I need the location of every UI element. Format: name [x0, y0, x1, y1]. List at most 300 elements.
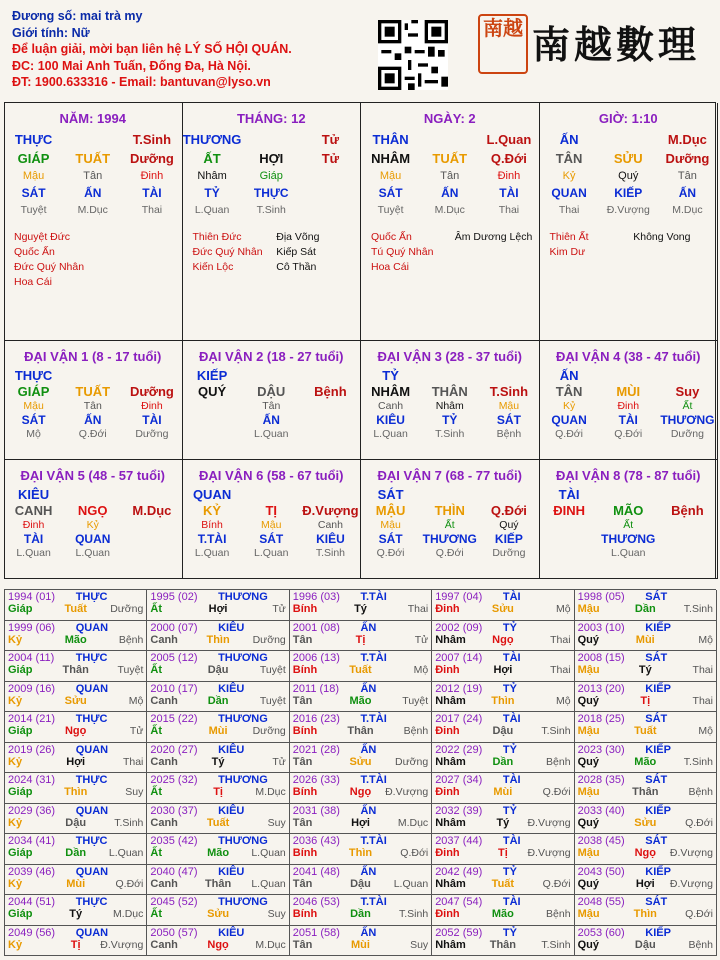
year-bottom: [575, 725, 716, 737]
year-cell[interactable]: [575, 743, 717, 774]
year-bottom: [432, 878, 573, 890]
year-chi: Sửu: [491, 603, 514, 615]
year-cell[interactable]: [290, 804, 432, 835]
dai-van-text: THƯƠNG: [660, 413, 715, 427]
pillar-text: Thai: [498, 204, 520, 216]
pillar-text: ẤT: [203, 151, 221, 166]
dai-van-text: Nhâm: [435, 400, 464, 412]
year-top: [432, 712, 573, 725]
year-chi: Tị: [213, 786, 223, 798]
dai-van-text: MÙI: [616, 384, 641, 399]
star-name: Hoa Cái: [14, 276, 52, 288]
year-top: [432, 590, 573, 603]
year-top: [147, 743, 288, 756]
year-state: Bệnh: [688, 938, 713, 951]
year-cell[interactable]: [147, 651, 289, 682]
year-chi: Tý: [211, 755, 225, 768]
year-cell[interactable]: [432, 834, 574, 865]
year-can: Nhâm: [435, 938, 466, 951]
dai-van-text: Dưỡng: [670, 428, 704, 440]
year-cell[interactable]: [290, 834, 432, 865]
dai-van-text: [183, 400, 242, 412]
year-cell[interactable]: [575, 773, 717, 804]
pillar-cell: [361, 103, 540, 341]
contact-line-3[interactable]: ĐT: 1900.633316 - Email: bantuvan@lyso.vn: [12, 75, 271, 89]
year-cell[interactable]: [147, 834, 289, 865]
year-bottom: [432, 756, 573, 768]
pillar-text: Tân: [440, 170, 460, 182]
year-label: 2024 (31): [8, 774, 56, 786]
year-state: Tuyệt: [402, 694, 429, 707]
year-god: TÀI: [502, 652, 521, 664]
year-cell[interactable]: [290, 621, 432, 652]
year-god: TÀI: [502, 591, 521, 603]
pillar-cell: [540, 103, 719, 341]
dai-van-text: Bệnh: [671, 503, 704, 518]
year-chi: Mão: [349, 694, 372, 707]
year-can: Bính: [292, 908, 318, 920]
year-bottom: [5, 817, 146, 829]
dai-van-text: [242, 487, 301, 502]
year-state: Bệnh: [118, 633, 144, 646]
year-label: 2044 (51): [8, 896, 56, 908]
year-can: Quý: [577, 877, 599, 890]
year-state: Suy: [267, 816, 286, 829]
year-cell[interactable]: [147, 926, 289, 957]
year-cell[interactable]: [147, 682, 289, 713]
dai-van-text: Quý: [499, 519, 519, 531]
dai-van-title: ĐẠI VẬN 3 (28 - 37 tuổi): [377, 349, 522, 364]
year-god: TÀI: [502, 835, 521, 847]
year-cell[interactable]: [290, 895, 432, 926]
year-label: 2046 (53): [292, 896, 340, 908]
pillar-text: T.Sinh: [256, 204, 286, 216]
qr-code-icon[interactable]: [378, 20, 448, 90]
year-god: THỰC: [75, 591, 108, 603]
year-god: KIẾP: [645, 804, 671, 817]
year-label: 2053 (60): [577, 926, 625, 939]
year-cell[interactable]: [432, 651, 574, 682]
year-bottom: [147, 908, 288, 920]
year-cell[interactable]: [5, 590, 147, 621]
dai-van-cell: [183, 460, 362, 579]
year-state: Tử: [414, 633, 429, 646]
year-can: Đinh: [435, 725, 460, 737]
year-cell[interactable]: [290, 712, 432, 743]
year-bottom: [5, 847, 146, 859]
year-label: 2045 (52): [150, 896, 198, 908]
year-label: 2047 (54): [435, 896, 483, 908]
year-top: [5, 743, 146, 756]
dai-van-text: [122, 487, 181, 502]
year-state: L.Quan: [251, 847, 286, 859]
dai-van-text: Bính: [201, 519, 223, 531]
dai-van-text: Q.Đới: [555, 428, 584, 440]
year-can: Tân: [292, 938, 313, 951]
year-god: ẤN: [360, 682, 377, 695]
pillar-text: [301, 204, 360, 216]
year-top: [147, 895, 288, 908]
year-cell[interactable]: [432, 926, 574, 957]
year-can: Giáp: [8, 847, 33, 859]
year-top: [5, 682, 146, 695]
dai-van-text: [420, 368, 479, 383]
dai-van-text: Canh: [317, 519, 343, 531]
year-cell[interactable]: [147, 621, 289, 652]
year-cell[interactable]: [432, 682, 574, 713]
dai-van-text: Q.Đới: [78, 428, 107, 440]
year-label: 2011 (18): [292, 682, 340, 695]
year-chi: Thìn: [491, 694, 515, 707]
year-god: KIÊU: [218, 926, 245, 939]
pillar-text: NHÂM: [371, 151, 411, 166]
dai-van-text: Đinh: [22, 519, 45, 531]
year-state: Tử: [272, 603, 286, 615]
year-state: M.Dục: [397, 816, 429, 829]
year-top: [290, 621, 431, 634]
year-label: 2005 (12): [150, 652, 198, 664]
dai-van-text: Mậu: [498, 400, 520, 412]
year-god: TỶ: [502, 926, 517, 939]
pillar-text: [63, 132, 122, 147]
year-cell[interactable]: [5, 804, 147, 835]
year-cell[interactable]: [432, 590, 574, 621]
year-label: 2026 (33): [292, 774, 340, 786]
year-chi: Tý: [69, 908, 83, 920]
year-state: Đ.Vượng: [100, 938, 144, 951]
pillar-text: HỢI: [259, 151, 284, 166]
year-cell[interactable]: [5, 865, 147, 896]
year-top: [575, 743, 716, 756]
year-cell[interactable]: [432, 804, 574, 835]
year-god: SÁT: [645, 835, 668, 847]
dai-van-text: [658, 547, 717, 559]
dai-van-grid: [183, 487, 361, 559]
star-row: [550, 230, 718, 245]
year-top: [147, 773, 288, 786]
year-cell[interactable]: [5, 773, 147, 804]
year-label: 2022 (29): [435, 743, 483, 756]
year-cell[interactable]: [5, 651, 147, 682]
year-cell[interactable]: [575, 804, 717, 835]
year-bottom: [147, 695, 288, 707]
year-can: Nhâm: [435, 877, 466, 890]
year-can: Ất: [150, 908, 162, 920]
dai-van-text: SÁT: [377, 487, 404, 502]
year-chi: Dậu: [65, 816, 87, 829]
year-god: KIẾP: [645, 926, 671, 939]
year-top: [290, 743, 431, 756]
year-state: T.Sinh: [398, 908, 429, 920]
year-can: Mậu: [577, 786, 600, 798]
year-cell[interactable]: [432, 712, 574, 743]
brand-logo: 南越數理: [532, 22, 701, 67]
year-cell[interactable]: [575, 651, 717, 682]
year-bottom: [432, 847, 573, 859]
star-row: [550, 245, 718, 260]
pillar-title: NĂM: 1994: [59, 111, 126, 126]
year-cell[interactable]: [5, 926, 147, 957]
year-cell[interactable]: [432, 895, 574, 926]
dai-van-text: THÂN: [431, 384, 468, 399]
year-bottom: [290, 695, 431, 707]
year-state: T.Sinh: [683, 603, 713, 615]
year-state: Q.Đới: [685, 816, 713, 829]
year-cell[interactable]: [575, 682, 717, 713]
year-cell[interactable]: [290, 926, 432, 957]
year-bottom: [5, 725, 146, 737]
year-god: QUAN: [75, 926, 109, 939]
year-cell[interactable]: [575, 834, 717, 865]
year-can: Quý: [577, 816, 599, 829]
year-cell[interactable]: [575, 895, 717, 926]
year-cell[interactable]: [575, 621, 717, 652]
dai-van-text: Bệnh: [314, 384, 347, 399]
year-chi: Mùi: [635, 633, 655, 646]
year-top: [290, 651, 431, 664]
pillar-stars: [361, 230, 539, 275]
year-bottom: [147, 603, 288, 615]
year-chi: Tuất: [206, 816, 230, 829]
year-label: 2031 (38): [292, 804, 340, 817]
year-label: 2028 (35): [577, 774, 625, 786]
year-top: [432, 621, 573, 634]
year-cell[interactable]: [147, 865, 289, 896]
pillar-text: M.Dục: [77, 204, 108, 216]
year-chi: Dần: [207, 694, 229, 707]
dai-van-text: KIÊU: [18, 487, 50, 502]
star-name: Quốc Ấn: [14, 246, 55, 258]
year-can: Đinh: [435, 786, 460, 798]
dai-van-text: THỰC: [14, 368, 53, 383]
dai-van-text: [301, 413, 360, 427]
year-can: Bính: [292, 603, 318, 615]
year-god: KIÊU: [218, 865, 245, 878]
pillar-text: Dưỡng: [129, 151, 174, 166]
pillar-text: TUẤT: [75, 151, 111, 166]
year-label: 2003 (10): [577, 621, 625, 634]
pillar-grid: [540, 132, 718, 216]
pillar-text: [420, 132, 479, 147]
star-row: [193, 260, 361, 275]
year-can: Canh: [150, 938, 178, 951]
year-label: 2050 (57): [150, 926, 198, 939]
year-cell[interactable]: [5, 712, 147, 743]
year-cell[interactable]: [5, 743, 147, 774]
year-cell[interactable]: [147, 590, 289, 621]
pillar-text: Đinh: [140, 170, 164, 182]
pillar-text: M.Dục: [667, 132, 707, 147]
year-cell[interactable]: [290, 590, 432, 621]
year-top: [575, 682, 716, 695]
pillar-text: KIẾP: [614, 186, 643, 200]
pillar-text: TÂN: [555, 151, 583, 166]
pillar-text: ẤN: [84, 186, 102, 200]
dai-van-text: [658, 532, 717, 546]
year-label: 2002 (09): [435, 621, 483, 634]
year-cell[interactable]: [147, 712, 289, 743]
year-label: 2041 (48): [292, 865, 340, 878]
contact-line-1: Để luận giải, mời bạn liên hệ LÝ SỐ HỘI QUÁN.: [12, 42, 292, 56]
pillar-text: Đ.Vượng: [606, 204, 650, 216]
dai-van-text: Tân: [262, 400, 281, 412]
year-bottom: [432, 939, 573, 951]
year-cell[interactable]: [575, 590, 717, 621]
year-label: 2051 (58): [292, 926, 340, 939]
year-cell[interactable]: [575, 926, 717, 957]
year-god: THỰC: [75, 713, 108, 725]
year-top: [5, 895, 146, 908]
year-state: Thai: [692, 664, 713, 676]
year-god: QUAN: [75, 621, 109, 634]
year-can: Tân: [292, 816, 313, 829]
year-state: Đ.Vượng: [527, 847, 571, 859]
year-chi: Thân: [489, 938, 517, 951]
dai-van-text: TÀI: [558, 487, 580, 502]
dai-van-text: QUAN: [551, 413, 587, 427]
dai-van-text: GIÁP: [17, 384, 50, 399]
year-god: ẤN: [360, 865, 377, 878]
pillar-text: ẤN: [559, 132, 579, 147]
dai-van-text: [301, 487, 360, 502]
year-bottom: [5, 786, 146, 798]
year-state: Tuyệt: [259, 694, 286, 707]
year-label: 2052 (59): [435, 926, 483, 939]
year-cell[interactable]: [147, 895, 289, 926]
year-state: T.Sinh: [541, 938, 571, 951]
year-top: [290, 926, 431, 939]
year-cell[interactable]: [575, 865, 717, 896]
year-label: 1997 (04): [435, 591, 483, 603]
year-cell[interactable]: [432, 743, 574, 774]
pillar-text: L.Quan: [194, 204, 230, 216]
pillar-text: Nhâm: [197, 170, 227, 182]
year-god: THƯƠNG: [218, 774, 268, 786]
dai-van-title: ĐẠI VẬN 2 (18 - 27 tuổi): [199, 349, 344, 364]
year-state: Mộ: [413, 664, 429, 676]
year-god: THƯƠNG: [218, 652, 268, 664]
dai-van-text: [122, 547, 181, 559]
year-god: THƯƠNG: [218, 896, 268, 908]
star-name: [455, 260, 539, 275]
year-god: TÀI: [502, 713, 521, 725]
year-bottom: [290, 603, 431, 615]
year-cell[interactable]: [290, 651, 432, 682]
dai-van-text: NHÂM: [371, 384, 411, 399]
year-cell[interactable]: [432, 773, 574, 804]
year-label: 2021 (28): [292, 743, 340, 756]
year-state: T.Sinh: [541, 725, 571, 737]
year-cell[interactable]: [147, 773, 289, 804]
dai-van-cell: [540, 341, 719, 460]
year-state: T.Sinh: [114, 816, 144, 829]
year-cell[interactable]: [147, 804, 289, 835]
year-bottom: [5, 634, 146, 646]
year-top: [147, 712, 288, 725]
dai-van-text: T.TÀI: [197, 532, 227, 546]
year-can: Tân: [292, 755, 313, 768]
year-cell[interactable]: [290, 682, 432, 713]
year-cell[interactable]: [5, 621, 147, 652]
pillar-text: Tân: [677, 170, 697, 182]
year-label: 2013 (20): [577, 682, 625, 695]
year-bottom: [290, 756, 431, 768]
year-label: 2049 (56): [8, 926, 56, 939]
dai-van-text: SÁT: [496, 413, 521, 427]
pillar-text: TUẤT: [432, 151, 468, 166]
year-cell[interactable]: [432, 865, 574, 896]
dai-van-text: [540, 519, 599, 531]
dai-van-text: TÀI: [618, 413, 638, 427]
year-god: TỶ: [502, 743, 517, 756]
year-chi: Mùi: [66, 877, 86, 890]
year-can: Giáp: [8, 603, 33, 615]
year-state: Bệnh: [546, 908, 571, 920]
dai-van-text: [242, 368, 301, 383]
year-state: T.Sinh: [683, 755, 713, 768]
year-bottom: [575, 603, 716, 615]
pillar-text: Thai: [141, 204, 163, 216]
year-top: [5, 651, 146, 664]
star-name: Kim Dư: [549, 246, 586, 258]
dai-van-text: [122, 519, 181, 531]
year-label: 2010 (17): [150, 682, 198, 695]
year-cell[interactable]: [290, 865, 432, 896]
year-cell[interactable]: [147, 743, 289, 774]
year-bottom: [147, 786, 288, 798]
dai-van-cell: [361, 460, 540, 579]
year-chi: Ngọ: [492, 633, 514, 646]
year-label: 2029 (36): [8, 804, 56, 817]
year-can: Bính: [292, 786, 318, 798]
year-cell[interactable]: [575, 712, 717, 743]
year-cell[interactable]: [290, 743, 432, 774]
year-cell[interactable]: [5, 682, 147, 713]
year-cell[interactable]: [432, 621, 574, 652]
year-chi: Mão: [207, 847, 230, 859]
dai-van-cell: [361, 341, 540, 460]
year-god: QUAN: [75, 743, 109, 756]
pillar-text: QUAN: [551, 186, 587, 200]
year-label: 2043 (50): [577, 865, 625, 878]
pillar-grid: [183, 132, 361, 216]
dai-van-text: [63, 487, 122, 502]
year-cell[interactable]: [290, 773, 432, 804]
pillar-grid: [361, 132, 539, 216]
dai-van-text: KIÊU: [376, 413, 405, 427]
year-cell[interactable]: [5, 834, 147, 865]
year-label: 2036 (43): [292, 835, 340, 847]
year-cell[interactable]: [5, 895, 147, 926]
dai-van-text: L.Quan: [194, 547, 230, 559]
dai-van-text: SÁT: [378, 532, 403, 546]
year-bottom: [575, 817, 716, 829]
year-state: Q.Đới: [685, 908, 713, 920]
dai-van-text: [599, 368, 658, 383]
year-top: [147, 621, 288, 634]
dai-van-text: Kỷ: [562, 400, 576, 412]
dai-van-cell: [4, 341, 183, 460]
pillar-text: Kỷ: [562, 170, 576, 182]
dai-van-grid: [4, 368, 182, 440]
year-top: [432, 926, 573, 939]
year-god: THỰC: [75, 774, 108, 786]
year-chi: Sửu: [207, 908, 230, 920]
year-god: THƯƠNG: [218, 713, 268, 725]
year-state: Dưỡng: [252, 725, 286, 737]
year-chi: Ngọ: [207, 938, 229, 951]
year-chi: Thân: [632, 786, 659, 798]
